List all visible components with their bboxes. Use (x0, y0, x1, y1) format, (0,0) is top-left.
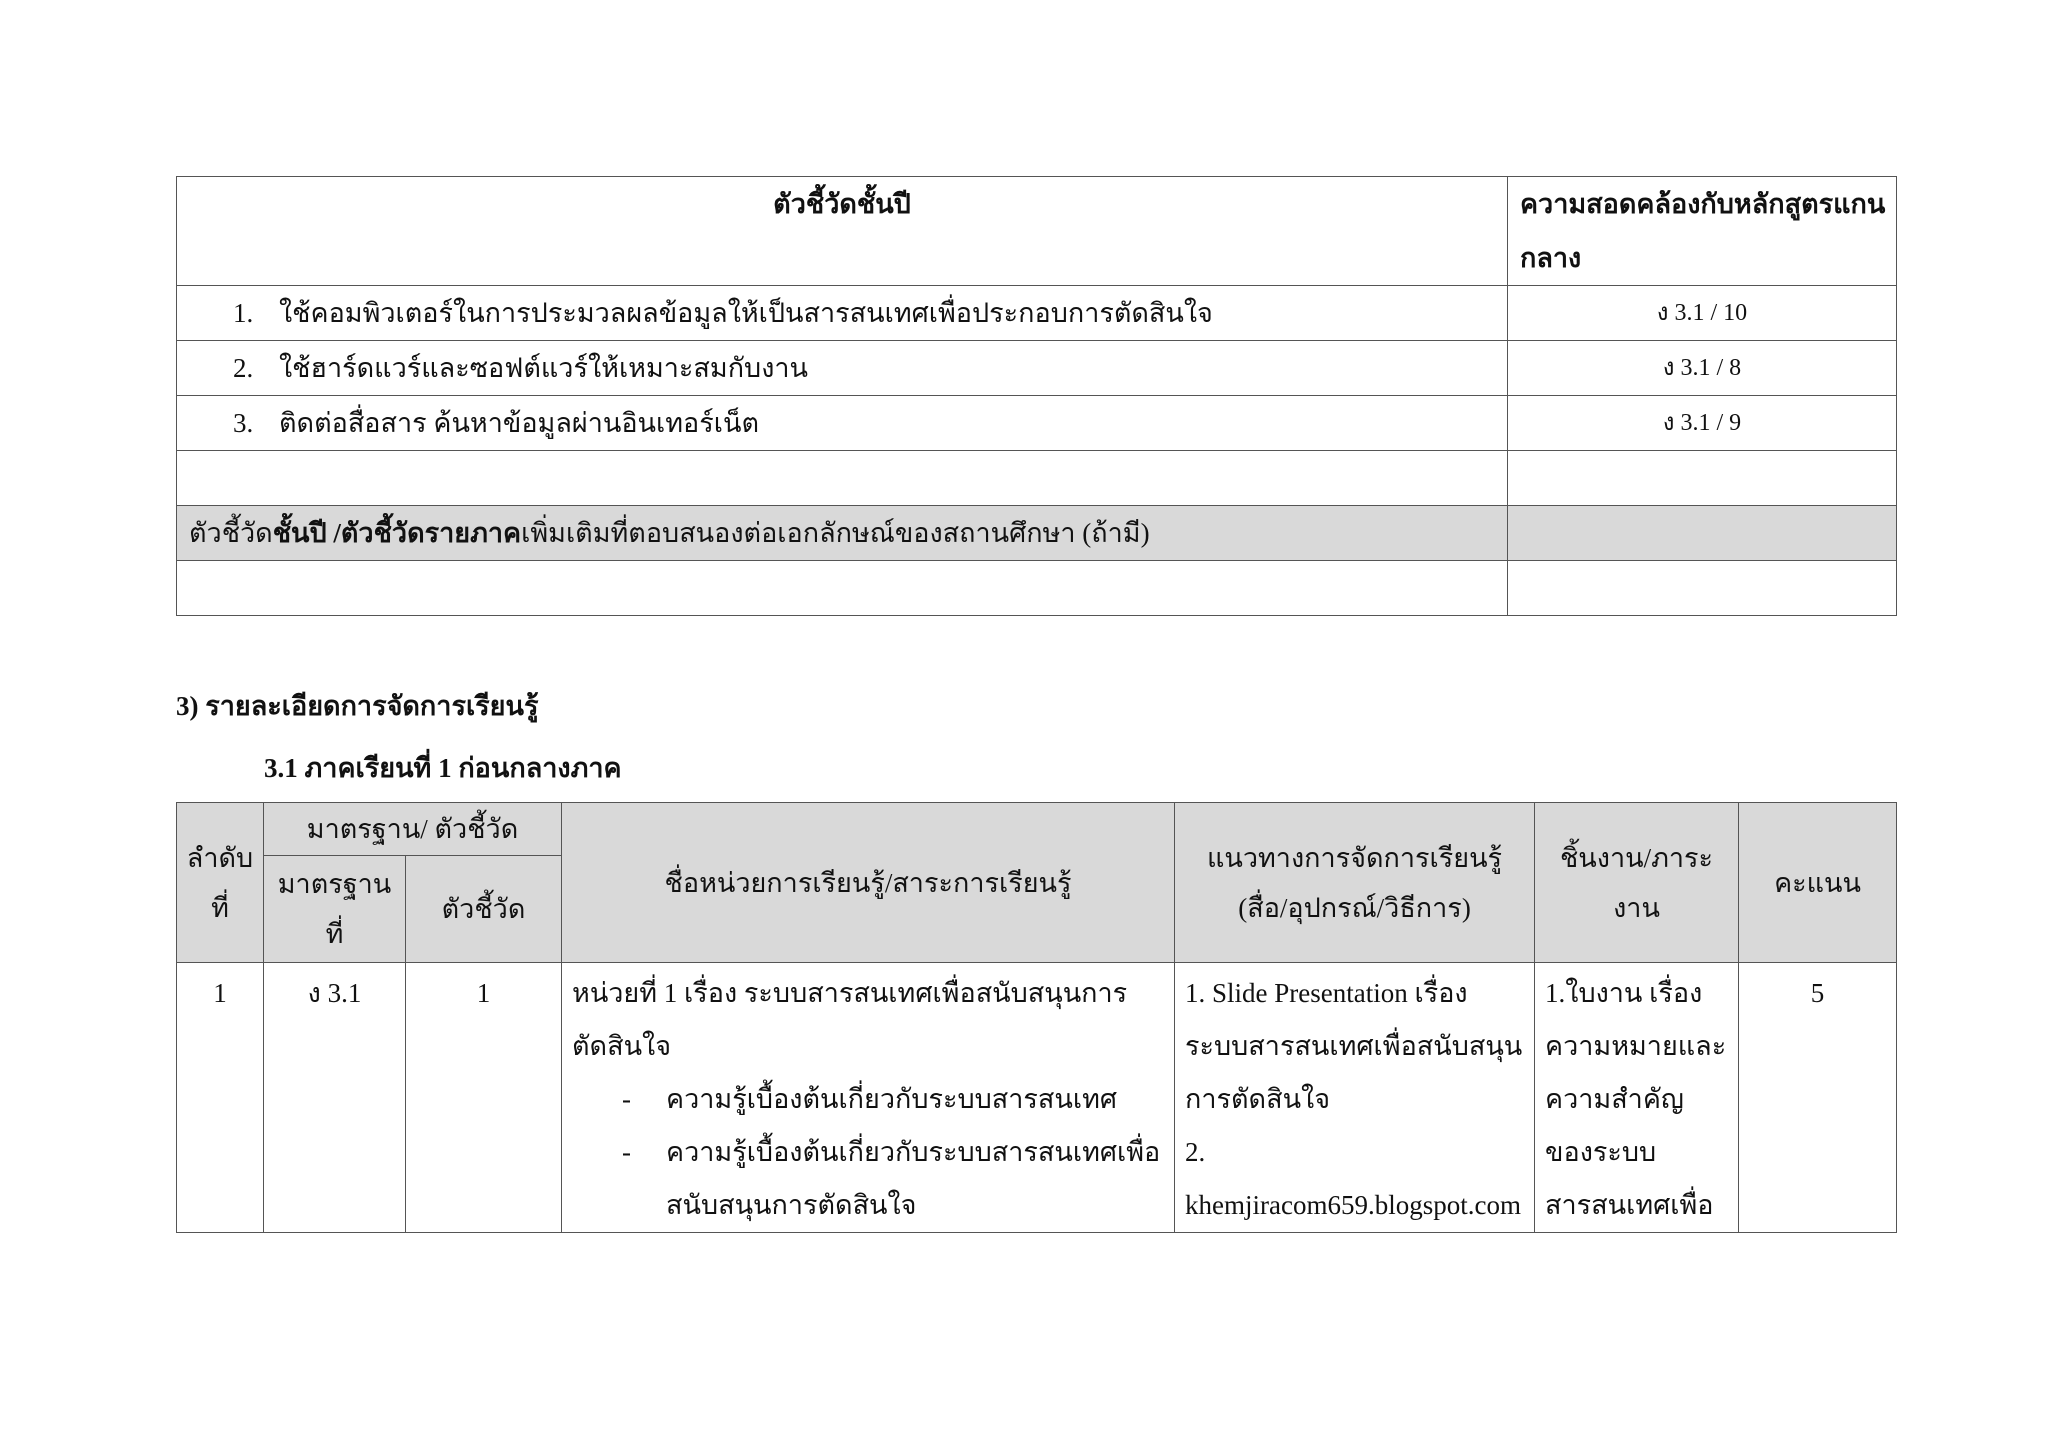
order-header-line1: ลำดับ (186, 842, 254, 873)
indicator-code: ง 3.1 / 10 (1656, 300, 1748, 326)
dash-icon: - (622, 1084, 632, 1114)
indicator-row (177, 286, 1897, 341)
plan-header-row (177, 803, 1897, 856)
indicator-header-label: ตัวชี้วัด (441, 894, 526, 924)
approach-header-line1: แนวทางการจัดการเรียนรู้ (1206, 842, 1503, 873)
dash-icon: - (622, 1137, 632, 1167)
unit-header (562, 803, 1175, 963)
indicator-text: ใช้คอมพิวเตอร์ในการประมวลผลข้อมูลให้เป็นสารสนเทศเพื่อประกอบการตัดสินใจ (279, 298, 1213, 328)
order-cell: 1 (177, 963, 264, 1233)
content-bullet (572, 1126, 1164, 1232)
order-header-line2: ที่ (211, 892, 229, 923)
indicator-text-cell (177, 396, 1508, 451)
unit-title: หน่วยที่ 1 เรื่อง ระบบสารสนเทศเพื่อสนับสนุนการตัดสินใจ (572, 978, 1128, 1061)
bullet-text: ความรู้เบื้องต้นเกี่ยวกับระบบสารสนเทศ (666, 1084, 1118, 1114)
work-cell (1535, 963, 1739, 1233)
unit-cell (562, 963, 1175, 1233)
indicator-row (177, 396, 1897, 451)
indicator-number: 2. (233, 353, 254, 383)
score-cell: 5 (1739, 963, 1897, 1233)
alignment-header-cell (1508, 177, 1897, 286)
bullet-text: ความรู้เบื้องต้นเกี่ยวกับระบบสารสนเทศเพื่อสนับสนุนการตัดสินใจ (666, 1137, 1161, 1220)
indicator-table (176, 176, 1897, 616)
work-header-line1: ชิ้นงาน/ภาระ (1559, 842, 1714, 873)
extra-prefix: ตัวชี้วัด (189, 518, 273, 548)
standard-header (264, 856, 406, 963)
plan-row (177, 963, 1897, 1233)
approach-header (1175, 803, 1535, 963)
order-header (177, 803, 264, 963)
unit-header-label: ชื่อหน่วยการเรียนรู้/สาระการเรียนรู้ (664, 867, 1072, 898)
indicator-cell: 1 (406, 963, 562, 1233)
empty-row (177, 451, 1897, 506)
indicator-code: ง 3.1 / 8 (1662, 355, 1742, 381)
indicator-header (406, 856, 562, 963)
indicator-header-cell (177, 177, 1508, 286)
indicator-code-cell (1508, 286, 1897, 341)
work-header-line2: งาน (1613, 892, 1660, 923)
indicator-code-cell (1508, 341, 1897, 396)
indicator-number: 3. (233, 408, 254, 438)
extra-suffix: เพิ่มเติมที่ตอบสนองต่อเอกลักษณ์ของสถานศึกษา (ถ้ามี) (521, 518, 1150, 548)
approach-header-line2: (สื่อ/อุปกรณ์/วิธีการ) (1238, 892, 1471, 923)
alignment-header-label: ความสอดคล้องกับหลักสูตรแกนกลาง (1520, 189, 1886, 273)
indicator-text-cell (177, 341, 1508, 396)
content-bullet (572, 1073, 1164, 1126)
score-header (1739, 803, 1897, 963)
approach-item: 1. Slide Presentation เรื่อง ระบบสารสนเทศเพื่อสนับสนุนการตัดสินใจ (1185, 978, 1523, 1114)
work-text: 1.ใบงาน เรื่อง ความหมายและความสำคัญของระบบสารสนเทศเพื่อ (1545, 978, 1727, 1220)
approach-link: khemjiracom659.blogspot.com (1185, 1190, 1521, 1220)
standard-cell: ง 3.1 (264, 963, 406, 1233)
section-heading: 3) รายละเอียดการจัดการเรียนรู้ (176, 691, 539, 721)
indicator-code: ง 3.1 / 9 (1662, 410, 1742, 436)
score-header-label: คะแนน (1774, 867, 1861, 898)
indicator-header-label: ตัวชี้วัดชั้นปี (773, 189, 911, 219)
empty-row (177, 561, 1897, 616)
standard-header-line1: มาตรฐาน (277, 869, 392, 899)
empty-cell (1508, 561, 1897, 616)
work-header (1535, 803, 1739, 963)
standard-group-header (264, 803, 562, 856)
indicator-table-header (177, 177, 1897, 286)
approach-cell (1175, 963, 1535, 1233)
subsection-heading: 3.1 ภาคเรียนที่ 1 ก่อนกลางภาค (264, 753, 622, 783)
approach-item: 2. (1185, 1137, 1206, 1167)
standard-header-line2: ที่ (325, 919, 344, 949)
extra-indicator-label (177, 506, 1508, 561)
indicator-text-cell (177, 286, 1508, 341)
indicator-row (177, 341, 1897, 396)
extra-bold: ชั้นปี /ตัวชี้วัดรายภาค (272, 518, 522, 548)
indicator-text: ใช้ฮาร์ดแวร์และซอฟต์แวร์ให้เหมาะสมกับงาน (279, 353, 808, 383)
empty-cell (1508, 506, 1897, 561)
empty-cell (1508, 451, 1897, 506)
indicator-number: 1. (233, 298, 254, 328)
standard-group-label: มาตรฐาน/ ตัวชี้วัด (306, 814, 519, 844)
learning-plan-table (176, 802, 1897, 1233)
empty-cell (177, 561, 1508, 616)
extra-indicator-row (177, 506, 1897, 561)
indicator-text: ติดต่อสื่อสาร ค้นหาข้อมูลผ่านอินเทอร์เน็ต (279, 408, 759, 438)
empty-cell (177, 451, 1508, 506)
indicator-code-cell (1508, 396, 1897, 451)
